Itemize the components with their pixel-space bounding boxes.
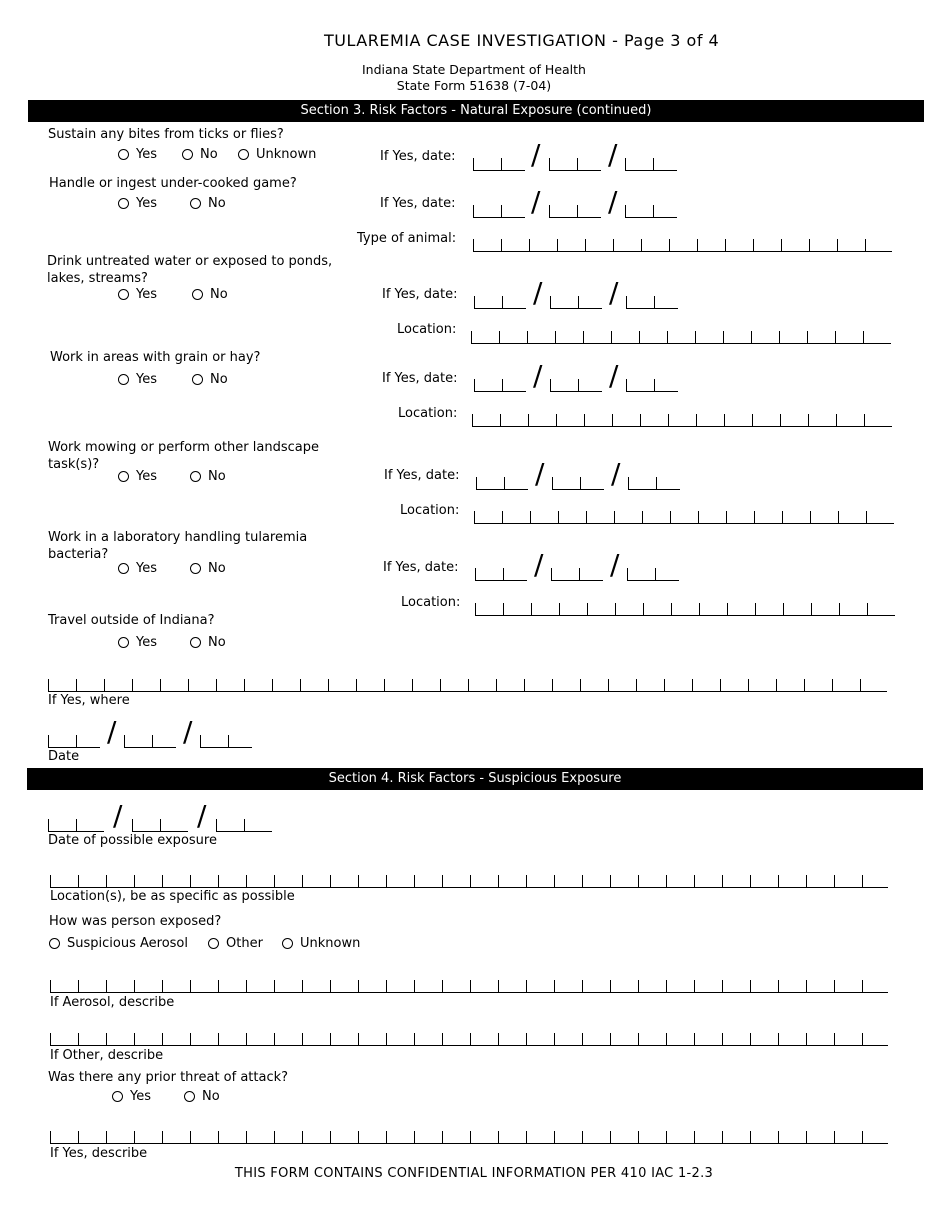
question-travel: Travel outside of Indiana? (48, 613, 215, 628)
radio-circle (112, 1091, 123, 1102)
section-3-heading: Section 3. Risk Factors - Natural Exposure (continued) (28, 100, 924, 122)
travel-date-year[interactable] (200, 735, 252, 748)
threat-no-radio[interactable] (184, 1089, 220, 1104)
lab-location-field[interactable] (475, 603, 895, 616)
game-yes-radio[interactable] (118, 196, 157, 211)
radio-label: Yes (136, 147, 157, 162)
radio-label: No (202, 1089, 220, 1104)
radio-circle (118, 289, 129, 300)
threat-describe-label: If Yes, describe (50, 1146, 148, 1161)
form-number: State Form 51638 (7-04) (396, 78, 552, 93)
question-water: Drink untreated water or exposed to ponds, lakes, streams? (47, 254, 333, 286)
date-separator: / (534, 548, 544, 581)
question-game: Handle or ingest under-cooked game? (49, 176, 297, 191)
water-location-field[interactable] (471, 331, 891, 344)
water-date-month[interactable] (474, 296, 526, 309)
exposure-date-year[interactable] (216, 819, 272, 832)
travel-date-label: Date (48, 749, 80, 764)
date-separator: / (611, 457, 621, 490)
grain-location-field[interactable] (472, 414, 892, 427)
exposure-aerosol-radio[interactable] (49, 936, 188, 951)
radio-circle (190, 198, 201, 209)
radio-label: No (208, 561, 226, 576)
exposure-date-day[interactable] (132, 819, 188, 832)
lab-date-day[interactable] (551, 568, 603, 581)
game-date-day[interactable] (549, 205, 601, 218)
radio-circle (118, 471, 129, 482)
radio-circle (238, 149, 249, 160)
radio-circle (208, 938, 219, 949)
threat-describe-field[interactable] (50, 1131, 888, 1144)
radio-label: Yes (130, 1089, 151, 1104)
question-lab: Work in a laboratory handling tularemia bacteria? (48, 530, 308, 562)
date-separator: / (609, 359, 619, 392)
date-separator: / (197, 799, 207, 832)
question-mowing: Work mowing or perform other landscape task(s)? (48, 440, 319, 472)
lab-date-year[interactable] (627, 568, 679, 581)
question-grain: Work in areas with grain or hay? (50, 350, 261, 365)
radio-circle (118, 149, 129, 160)
radio-label: No (208, 196, 226, 211)
radio-circle (190, 637, 201, 648)
grain-date-month[interactable] (474, 379, 526, 392)
radio-circle (192, 289, 203, 300)
radio-label: Yes (136, 561, 157, 576)
radio-circle (282, 938, 293, 949)
radio-label: Yes (136, 469, 157, 484)
department-name: Indiana State Department of Health (362, 62, 586, 77)
other-describe-field[interactable] (50, 1033, 888, 1046)
threat-yes-radio[interactable] (112, 1089, 151, 1104)
aerosol-describe-field[interactable] (50, 980, 888, 993)
radio-circle (192, 374, 203, 385)
water-no-radio[interactable] (192, 287, 228, 302)
date-separator: / (531, 185, 541, 218)
exposure-other-radio[interactable] (208, 936, 263, 951)
bites-unknown-radio[interactable] (238, 147, 316, 162)
radio-circle (118, 563, 129, 574)
radio-label: Unknown (256, 147, 317, 162)
prior-threat-question: Was there any prior threat of attack? (48, 1070, 289, 1085)
date-separator: / (531, 138, 541, 171)
date-separator: / (107, 715, 117, 748)
bites-date-month[interactable] (473, 158, 525, 171)
radio-circle (184, 1091, 195, 1102)
water-date-year[interactable] (626, 296, 678, 309)
grain-location-label: Location: (398, 406, 458, 421)
radio-label: No (208, 469, 226, 484)
travel-date-day[interactable] (124, 735, 176, 748)
radio-circle (118, 374, 129, 385)
radio-label: No (210, 372, 228, 387)
date-separator: / (183, 715, 193, 748)
type-of-animal-label: Type of animal: (357, 231, 457, 246)
travel-where-label: If Yes, where (48, 693, 130, 708)
water-yes-radio[interactable] (118, 287, 157, 302)
game-no-radio[interactable] (190, 196, 226, 211)
radio-label: No (208, 635, 226, 650)
other-describe-label: If Other, describe (50, 1048, 164, 1063)
water-date-day[interactable] (550, 296, 602, 309)
radio-label: Yes (136, 196, 157, 211)
radio-circle (49, 938, 60, 949)
type-of-animal-field[interactable] (473, 239, 892, 252)
exposure-locations-label: Location(s), be as specific as possible (50, 889, 295, 904)
radio-circle (118, 198, 129, 209)
water-location-label: Location: (397, 322, 457, 337)
game-date-label: If Yes, date: (380, 196, 456, 211)
grain-yes-radio[interactable] (118, 372, 157, 387)
date-separator: / (113, 799, 123, 832)
bites-yes-radio[interactable] (118, 147, 157, 162)
radio-circle (190, 471, 201, 482)
exposure-date-month[interactable] (48, 819, 104, 832)
radio-label: Other (226, 936, 263, 951)
mowing-location-label: Location: (400, 503, 460, 518)
radio-label: Suspicious Aerosol (67, 936, 188, 951)
radio-label: Yes (136, 635, 157, 650)
mowing-date-label: If Yes, date: (384, 468, 460, 483)
confidential-footer: THIS FORM CONTAINS CONFIDENTIAL INFORMATION PER 410 IAC 1-2.3 (234, 1166, 714, 1181)
radio-circle (190, 563, 201, 574)
date-separator: / (533, 359, 543, 392)
radio-label: Yes (136, 372, 157, 387)
grain-date-day[interactable] (550, 379, 602, 392)
mowing-no-radio[interactable] (190, 469, 226, 484)
exposure-locations-field[interactable] (50, 875, 888, 888)
mowing-date-year[interactable] (628, 477, 680, 490)
date-separator: / (609, 276, 619, 309)
mowing-yes-radio[interactable] (118, 469, 157, 484)
radio-label: Unknown (300, 936, 361, 951)
travel-where-field[interactable] (48, 679, 887, 692)
travel-date-month[interactable] (48, 735, 100, 748)
exposure-unknown-radio[interactable] (282, 936, 360, 951)
date-separator: / (608, 185, 618, 218)
game-date-month[interactable] (473, 205, 525, 218)
bites-date-year[interactable] (625, 158, 677, 171)
mowing-location-field[interactable] (474, 511, 894, 524)
radio-label: No (200, 147, 218, 162)
how-exposed-question: How was person exposed? (49, 914, 222, 929)
bites-date-day[interactable] (549, 158, 601, 171)
lab-location-label: Location: (401, 595, 461, 610)
page-title: TULAREMIA CASE INVESTIGATION - Page 3 of 4 (324, 31, 720, 50)
date-separator: / (610, 548, 620, 581)
game-date-year[interactable] (625, 205, 677, 218)
grain-date-year[interactable] (626, 379, 678, 392)
lab-no-radio[interactable] (190, 561, 226, 576)
travel-no-radio[interactable] (190, 635, 226, 650)
bites-date-label: If Yes, date: (380, 149, 456, 164)
lab-date-month[interactable] (475, 568, 527, 581)
section-4-heading: Section 4. Risk Factors - Suspicious Exposure (27, 768, 923, 790)
grain-no-radio[interactable] (192, 372, 228, 387)
water-date-label: If Yes, date: (382, 287, 458, 302)
bites-no-radio[interactable] (182, 147, 218, 162)
travel-yes-radio[interactable] (118, 635, 157, 650)
date-separator: / (535, 457, 545, 490)
date-separator: / (533, 276, 543, 309)
aerosol-describe-label: If Aerosol, describe (50, 995, 175, 1010)
mowing-date-day[interactable] (552, 477, 604, 490)
date-separator: / (608, 138, 618, 171)
radio-label: Yes (136, 287, 157, 302)
lab-date-label: If Yes, date: (383, 560, 459, 575)
exposure-date-label: Date of possible exposure (48, 833, 217, 848)
radio-label: No (210, 287, 228, 302)
grain-date-label: If Yes, date: (382, 371, 458, 386)
question-bites: Sustain any bites from ticks or flies? (48, 127, 284, 142)
radio-circle (182, 149, 193, 160)
radio-circle (118, 637, 129, 648)
mowing-date-month[interactable] (476, 477, 528, 490)
lab-yes-radio[interactable] (118, 561, 157, 576)
